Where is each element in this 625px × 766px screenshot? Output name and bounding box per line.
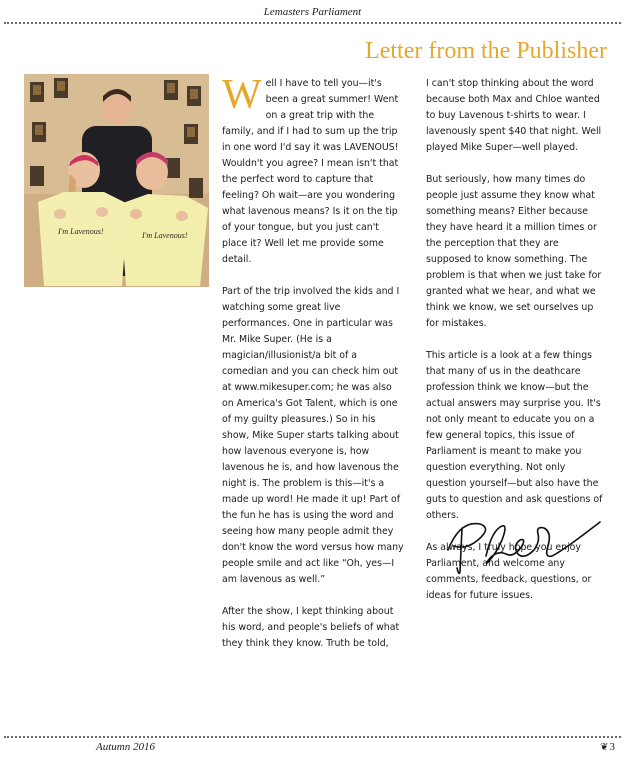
article-photo	[24, 74, 209, 287]
footer-dotted-rule	[4, 736, 621, 738]
article-paragraph-6: This article is a look at a few things that many of us in the deathcare profession think we know—but the actual answers may surprise you. It's not only meant to educate you on a few general topics, this issue of Parliament is meant to make you question everything. Not only question yourself—but also have the guts to question and ask questions of others.	[426, 350, 603, 521]
article-paragraph-2: Part of the trip involved the kids and I watching some great live performances. One in particular was Mr. Mike Super. (He is a magician/illusionist/a bit of a comedian and you can check him out at www.mikesuper.com; he was also on America's Got Talent, which is one of my guilty pleasures.) So in his show, Mike Super starts talking about how lavenous everyone is, how lavenous he is, and how lavenous the night is. The problem is this—it's a made up word! He made it up! Part of the fun he has is using the word and seeing how many people admit they don't know the word versus how many people smile and act like “Oh, yes—I am lavenous as well.”	[222, 286, 404, 585]
article-paragraph-3: After the show, I kept thinking about his word, and people's beliefs of what they think they know. Truth be told,	[222, 606, 400, 649]
paragraph-1-text: ell I have to tell you—it's been a great summer! Went on a great trip with the family, and if I had to sum up the trip in one word I'd say it was LAVENOUS! Wouldn't you agree? I mean isn't that the perfect word to capture that feeling? Oh wait—are you wondering what lavenous means? Is it on the tip of your tongue, but you just can't place it? Well let me provide some detail.	[222, 78, 399, 265]
drop-cap: W	[222, 72, 262, 118]
article-paragraph-1	[222, 72, 404, 268]
header-dotted-rule	[4, 22, 621, 24]
article-paragraph-4: I can't stop thinking about the word because both Max and Chloe wanted to buy Lavenous t-shirts to wear. I lavenously spent $40 that night. Well played Mike Super—well played.	[426, 78, 602, 153]
shirt-text-left: I'm Lavenous!	[58, 227, 104, 236]
ornament-icon: ❦	[600, 742, 609, 753]
page-number-block	[600, 741, 615, 753]
photo-illustration	[24, 74, 209, 287]
publication-title: Lemasters Parliament	[263, 6, 362, 18]
article-column-left	[222, 72, 404, 668]
page-number: 3	[609, 741, 615, 753]
publisher-signature	[440, 510, 610, 580]
page-title: Letter from the Publisher	[365, 38, 607, 64]
issue-season: Autumn 2016	[96, 741, 155, 753]
article-paragraph-7: As always, I truly hope you enjoy Parliament, and welcome any comments, feedback, questions, or ideas for future issues.	[426, 542, 592, 601]
shirt-text-right: I'm Lavenous!	[142, 231, 188, 240]
article-paragraph-5: But seriously, how many times do people just assume they know what something means? Either because they have heard it a million times or the perception that they are supposed to know something. The problem is that when we just take for granted what we hear, and what we think we know, we set ourselves up for mistakes.	[426, 174, 602, 329]
